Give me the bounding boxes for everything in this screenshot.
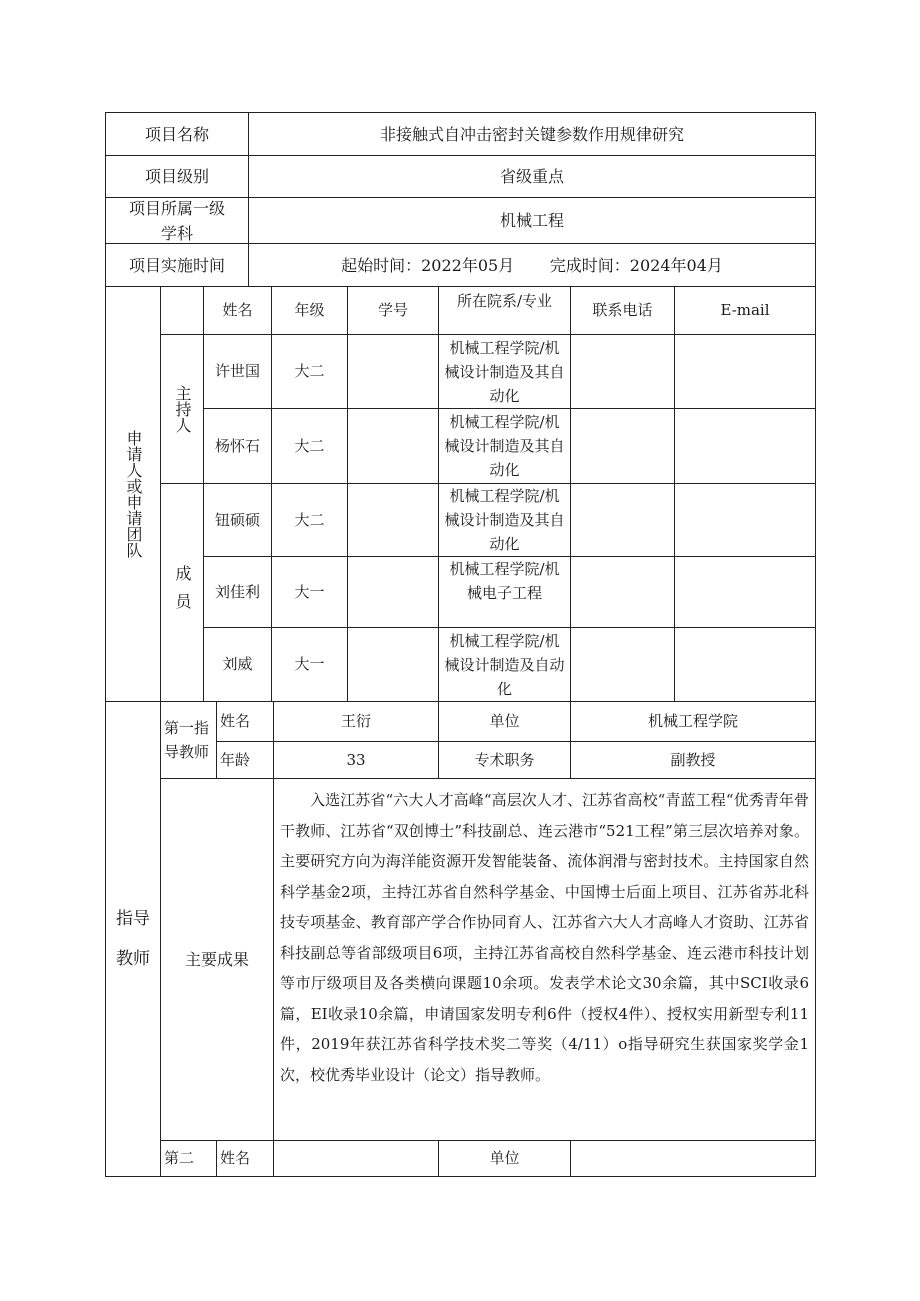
second-advisor-name-label: 姓名: [216, 1140, 274, 1177]
project-discipline-label: 项目所属一级学科: [105, 197, 249, 244]
second-advisor-label: 第二: [160, 1140, 217, 1177]
header-department: 所在院系/专业: [438, 286, 571, 335]
applicant-email: [674, 556, 816, 628]
applicant-name: 杨怀石: [203, 408, 272, 484]
applicant-student-id: [347, 334, 439, 409]
applicant-department: 机械工程学院/机械设计制造及其自动化: [438, 408, 571, 484]
second-advisor-name-value: [273, 1140, 439, 1177]
advisor-title-label: 专术职务: [438, 741, 571, 779]
applicant-phone: [570, 627, 675, 702]
advisor-section-text: 指导教师: [116, 909, 150, 969]
project-name-label: 项目名称: [105, 112, 249, 156]
advisor-name-value: 王衍: [273, 701, 439, 742]
project-level-label: 项目级别: [105, 155, 249, 198]
advisor-age-label: 年龄: [216, 741, 274, 779]
header-email: E-mail: [674, 286, 816, 335]
applicants-section-label: [105, 286, 161, 702]
applicant-email: [674, 483, 816, 557]
applicant-department: 机械工程学院/机械设计制造及其自动化: [438, 483, 571, 557]
applicant-department: 机械工程学院/机械电子工程: [438, 556, 571, 628]
applicant-phone: [570, 334, 675, 409]
applicant-phone: [570, 483, 675, 557]
project-period-label: 项目实施时间: [105, 243, 249, 287]
header-phone: 联系电话: [570, 286, 675, 335]
project-level-value: 省级重点: [248, 155, 816, 198]
applicant-email: [674, 627, 816, 702]
applicant-department: 机械工程学院/机械设计制造及自动化: [438, 627, 571, 702]
project-name-value: 非接触式自冲击密封关键参数作用规律研究: [248, 112, 816, 156]
project-discipline-value: 机械工程: [248, 197, 816, 244]
applicant-name: 许世国: [203, 334, 272, 409]
applicant-phone: [570, 408, 675, 484]
applicant-name: 刘佳利: [203, 556, 272, 628]
applicants-section-text: 申请人或申请团队: [124, 430, 143, 558]
header-name: 姓名: [203, 286, 272, 335]
applicant-student-id: [347, 408, 439, 484]
advisor-unit-label: 单位: [438, 701, 571, 742]
applicant-grade: 大一: [271, 556, 348, 628]
project-period-value: 起始时间：2022年05月 完成时间：2024年04月: [248, 243, 816, 287]
header-grade: 年级: [271, 286, 348, 335]
advisor-age-value: 33: [273, 741, 439, 779]
applicant-email: [674, 408, 816, 484]
achievements-label: 主要成果: [160, 778, 274, 1141]
applicant-grade: 大二: [271, 408, 348, 484]
second-advisor-unit-value: [570, 1140, 816, 1177]
first-advisor-label: [160, 701, 217, 779]
advisor-title-value: 副教授: [570, 741, 816, 779]
advisor-section-label: [105, 701, 161, 1177]
applicants-header-blank: [160, 286, 204, 335]
applicant-grade: 大二: [271, 483, 348, 557]
applicant-department: 机械工程学院/机械设计制造及其自动化: [438, 334, 571, 409]
applicant-student-id: [347, 627, 439, 702]
first-advisor-text: 第一指导教师: [164, 719, 210, 761]
applicant-phone: [570, 556, 675, 628]
header-student-id: 学号: [347, 286, 439, 335]
applicant-grade: 大一: [271, 627, 348, 702]
host-group-text: 主持人: [173, 385, 192, 433]
member-group-text: 成员: [173, 564, 192, 621]
applicant-email: [674, 334, 816, 409]
applicant-name: 刘威: [203, 627, 272, 702]
achievements-text: 入选江苏省“六大人才高峰“高层次人才、江苏省高校“青蓝工程“优秀青年骨干教师、江苏省“双创博士”科技副总、连云港市“521工程”第三层次培养对象。主要研究方向为海洋能资源开发智能装备、流体润滑与密封技术。主持国家自然科学基金2项，主持江苏省自然科学基金、中国博士后面上项目、江苏省苏北科技专项基金、教育部产学合作协同育人、江苏省六大人才高峰人才资助、江苏省科技副总等省部级项目6项，主持江苏省高校自然科学基金、连云港市科技计划等市厅级项目及各类横向课题10余项。发表学术论文30余篇，其中SCI收录6篇，EI收录10余篇，申请国家发明专利6件（授权4件）、授权实用新型专利11件，2019年获江苏省科学技术奖二等奖（4/11）o指导研究生获国家奖学金1次，校优秀毕业设计（论文）指导教师。: [273, 778, 816, 1141]
second-advisor-unit-label: 单位: [438, 1140, 571, 1177]
advisor-unit-value: 机械工程学院: [570, 701, 816, 742]
applicant-student-id: [347, 483, 439, 557]
applicant-grade: 大二: [271, 334, 348, 409]
advisor-name-label: 姓名: [216, 701, 274, 742]
applicant-name: 钮硕硕: [203, 483, 272, 557]
applicant-student-id: [347, 556, 439, 628]
host-group-label: [160, 334, 204, 484]
member-group-label: [160, 483, 204, 702]
